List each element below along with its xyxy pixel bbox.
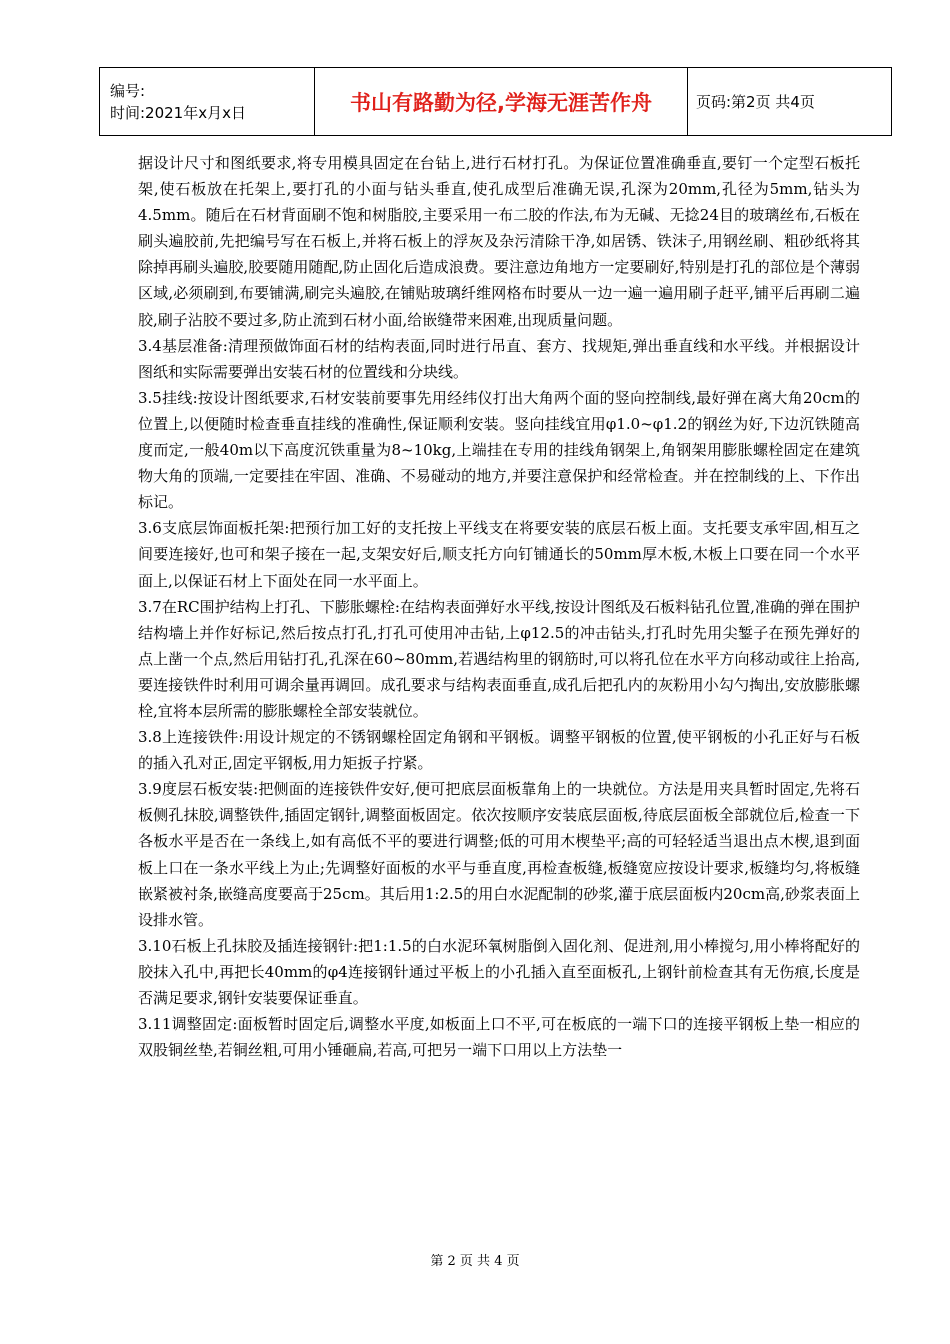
paragraph-3-8: 3.8上连接铁件:用设计规定的不锈钢螺栓固定角钢和平钢板。调整平钢板的位置,使平钢板的小孔正好与石板的插入孔对正,固定平钢板,用力矩扳子拧紧。 (138, 728, 860, 773)
document-time: 时间:2021年x月x日 (110, 103, 246, 122)
document-number-label: 编号: (110, 81, 146, 100)
paragraph-3-6: 3.6支底层饰面板托架:把预行加工好的支托按上平线支在将要安装的底层石板上面。支托要支承牢固,相互之间要连接好,也可和架子接在一起,支架安好后,顺支托方向钉铺通长的50mm厚木板,木板上口要在同一个水平面上,以保证石材上下面处在同一水平面上。 (138, 519, 860, 590)
header-page-number: 页码:第2页 共4页 (688, 68, 892, 136)
page-footer: 第 2 页 共 4 页 (430, 1254, 520, 1269)
paragraph-3-10: 3.10石板上孔抹胶及插连接钢针:把1:1.5的白水泥环氧树脂倒入固化剂、促进剂,用小棒搅匀,用小棒将配好的胶抹入孔中,再把长40mm的φ4连接钢针通过平板上的小孔插入直至面板孔,上钢针前检查其有无伤痕,长度是否满足要求,钢针安装要保证垂直。 (138, 936, 860, 1007)
paragraph-1: 据设计尺寸和图纸要求,将专用模具固定在台钻上,进行石材打孔。为保证位置准确垂直,要钉一个定型石板托架,使石板放在托架上,要打孔的小面与钻头垂直,使孔成型后准确无误,孔深为20mm,孔径为5mm,钻头为4.5mm。随后在石材背面刷不饱和树脂胶,主要采用一布二胶的作法,布为无碱、无捻24目的玻璃丝布,石板在刷头遍胶前,先把编号写在石板上,并将石板上的浮灰及杂污清除干净,如居锈、铁沫子,用钢丝刷、粗砂纸将其除掉再刷头遍胶,胶要随用随配,防止固化后造成浪费。要注意边角地方一定要刷好,特别是打孔的部位是个薄弱区域,必须刷到,布要铺满,刷完头遍胶,在铺贴玻璃纤维网格布时要从一边一遍一遍用刷子赶平,铺平后再刷二遍胶,刷子沾胶不要过多,防止流到石材小面,给嵌缝带来困难,出现质量问题。 (138, 154, 860, 329)
paragraph-3-5: 3.5挂线:按设计图纸要求,石材安装前要事先用经纬仪打出大角两个面的竖向控制线,最好弹在离大角20cm的位置上,以便随时检查垂直挂线的准确性,保证顺利安装。竖向挂线宜用φ1.0~φ1.2的钢丝为好,下边沉铁随高度而定,一般40m以下高度沉铁重量为8~10kg,上端挂在专用的挂线角钢架上,角钢架用膨胀螺栓固定在建筑物大角的顶端,一定要挂在牢固、准确、不易碰动的地方,并要注意保护和经常检查。并在控制线的上、下作出标记。 (138, 388, 860, 512)
paragraph-3-9: 3.9度层石板安装:把侧面的连接铁件安好,便可把底层面板靠角上的一块就位。方法是用夹具暂时固定,先将石板侧孔抹胶,调整铁件,插固定钢针,调整面板固定。依次按顺序安装底层面板,待底层面板全部就位后,检查一下各板水平是否在一条线上,如有高低不平的要进行调整;低的可用木楔垫平;高的可轻轻适当退出点木楔,退到面板上口在一条水平线上为止;先调整好面板的水平与垂直度,再检查板缝,板缝宽应按设计要求,板缝均匀,将板缝嵌紧被衬条,嵌缝高度要高于25cm。其后用1:2.5的用白水泥配制的砂浆,灌于底层面板内20cm高,砂浆表面上设排水管。 (138, 780, 860, 929)
paragraph-3-11: 3.11调整固定:面板暂时固定后,调整水平度,如板面上口不平,可在板底的一端下口的连接平钢板上垫一相应的双股铜丝垫,若铜丝粗,可用小锤砸扁,若高,可把另一端下口用以上方法垫一 (138, 1015, 860, 1060)
paragraph-3-4: 3.4基层准备:清理预做饰面石材的结构表面,同时进行吊直、套方、找规矩,弹出垂直线和水平线。并根据设计图纸和实际需要弹出安装石材的位置线和分块线。 (138, 336, 860, 381)
header-meta (100, 68, 315, 136)
document-body (138, 150, 860, 1063)
page-header (99, 67, 892, 136)
paragraph-3-7: 3.7在RC围护结构上打孔、下膨胀螺栓:在结构表面弹好水平线,按设计图纸及石板料钻孔位置,准确的弹在围护结构墙上并作好标记,然后按点打孔,打孔可使用冲击钻,上φ12.5的冲击钻头,打孔时先用尖錾子在预先弹好的点上凿一个点,然后用钻打孔,孔深在60~80mm,若遇结构里的钢筋时,可以将孔位在水平方向移动或往上抬高,要连接铁件时利用可调余量再调回。成孔要求与结构表面垂直,成孔后把孔内的灰粉用小勾勺掏出,安放膨胀螺栓,宜将本层所需的膨胀螺栓全部安装就位。 (138, 597, 860, 720)
header-motto: 书山有路勤为径,学海无涯苦作舟 (315, 68, 688, 136)
